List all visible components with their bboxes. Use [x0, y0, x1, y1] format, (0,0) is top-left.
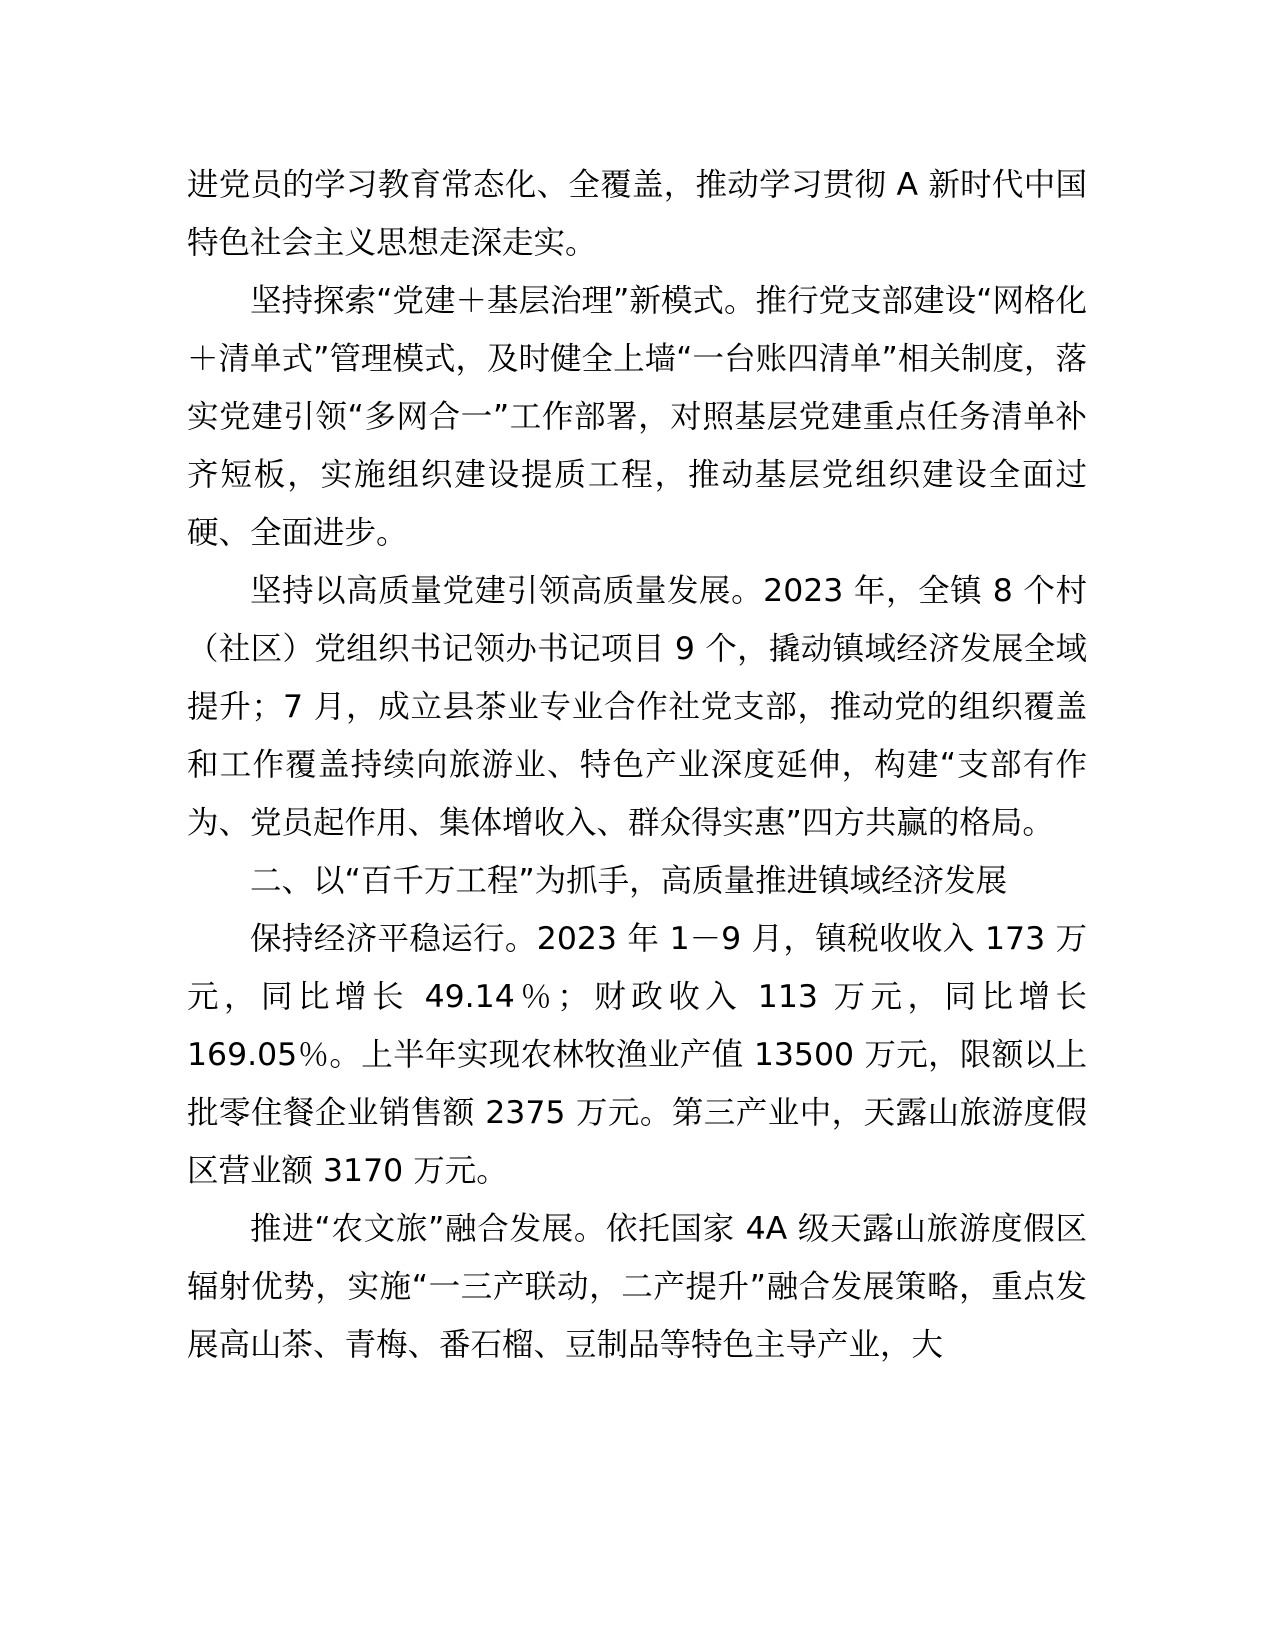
paragraph-high-quality-development: 坚持以高质量党建引领高质量发展。2023 年，全镇 8 个村（社区）党组织书记领办书记项目 9 个，撬动镇域经济发展全域提升；7 月，成立县茶业专业合作社党支部，推动党的组织覆盖和工作覆盖持续向旅游业、特色产业深度延伸，构建“支部有作为、党员起作用、集体增收入、群众得实惠”四方共赢的格局。 — [187, 573, 1087, 841]
paragraph-agri-culture-tourism: 推进“农文旅”融合发展。依托国家 4A 级天露山旅游度假区辐射优势，实施“一三产联动，二产提升”融合发展策略，重点发展高山茶、青梅、番石榴、豆制品等特色主导产业，大 — [187, 1211, 1087, 1363]
paragraph-economic-stability: 保持经济平稳运行。2023 年 1－9 月，镇税收收入 173 万元，同比增长 49.14％；财政收入 113 万元，同比增长 169.05％。上半年实现农林牧渔业产值 13500 万元，限额以上批零住餐企业销售额 2375 万元。第三产业中，天露山旅游度假区营业额 3170 万元。 — [187, 921, 1087, 1189]
section-heading-two: 二、以“百千万工程”为抓手，高质量推进镇域经济发展 — [250, 863, 1008, 899]
paragraph-party-building-governance: 坚持探索“党建＋基层治理”新模式。推行党支部建设“网格化＋清单式”管理模式，及时健全上墙“一台账四清单”相关制度，落实党建引领“多网合一”工作部署，对照基层党建重点任务清单补齐短板，实施组织建设提质工程，推动基层党组织建设全面过硬、全面进步。 — [187, 283, 1087, 551]
document-body — [187, 156, 1087, 1374]
paragraph-continued: 进党员的学习教育常态化、全覆盖，推动学习贯彻 A 新时代中国特色社会主义思想走深走实。 — [187, 167, 1087, 261]
